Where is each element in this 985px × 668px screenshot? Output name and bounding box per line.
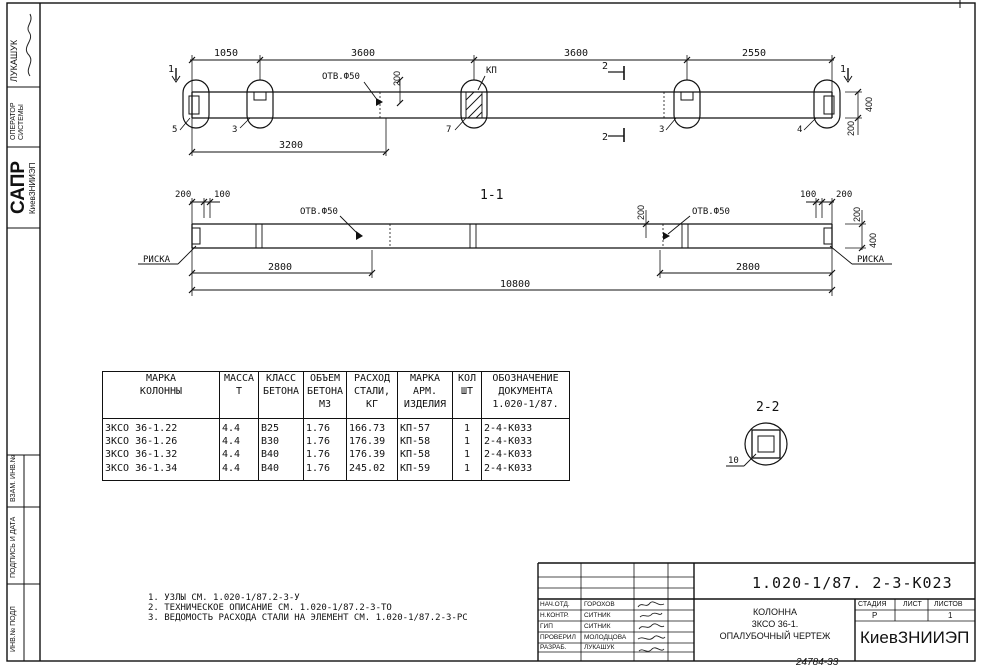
spec-header-mark-text: МАРКА КОЛОННЫ: [139, 373, 183, 397]
spec-cell: 4.4: [220, 449, 259, 462]
stamp-operator-label-text: ОПЕРАТОР СИСТЕМЫ: [10, 102, 25, 140]
name-list: [584, 599, 634, 652]
spec-cell: 176.39: [347, 449, 398, 462]
spec-cell: 176.39: [347, 436, 398, 449]
spec-cell: 1.76: [304, 463, 347, 481]
s11-dim-200-right: 200: [836, 190, 853, 200]
spec-cell: 2-4-К033: [482, 436, 570, 449]
plan-marker-4: 4: [797, 125, 803, 135]
s11-dim-2800-right: 2800: [736, 262, 761, 273]
plan-marker-5: 5: [172, 125, 178, 135]
plan-dim-3200: 3200: [279, 140, 304, 151]
spec-cell: 4.4: [220, 436, 259, 449]
stage-label: СТАДИЯ: [858, 601, 887, 608]
s11-hole-left: ОТВ.Ф50: [300, 207, 338, 217]
spec-header-arm: [398, 372, 453, 419]
spec-cell: 166.73: [347, 419, 398, 437]
spec-cell: В40: [259, 449, 304, 462]
spec-header-volume: [304, 372, 347, 419]
s11-dim-total: 10800: [500, 279, 531, 290]
stamp-sapr-title: САПР: [8, 160, 29, 214]
plan-section-1-right: 1: [840, 64, 847, 75]
person-name: ЛУКАШУК: [584, 644, 615, 651]
notes-list: [148, 593, 468, 623]
role-label: Н.КОНТР.: [540, 612, 569, 619]
spec-cell: В25: [259, 419, 304, 437]
spec-cell: 1: [453, 419, 482, 437]
spec-header-qty: [453, 372, 482, 419]
table-row: [103, 419, 570, 437]
spec-header-doc-text: ОБОЗНАЧЕНИЕ ДОКУМЕНТА 1.020-1/87.: [492, 373, 559, 410]
item-name: [695, 606, 855, 642]
s11-dim-100-left: 100: [214, 190, 231, 200]
s11-hole-right: ОТВ.Ф50: [692, 207, 730, 217]
note-item: 2. ТЕХНИЧЕСКОЕ ОПИСАНИЕ СМ. 1.020-1/87.2-3-ТО: [148, 603, 392, 613]
person-name: ГОРОХОВ: [584, 601, 615, 608]
sheets-label: ЛИСТОВ: [934, 601, 963, 608]
spec-cell: 1: [453, 436, 482, 449]
plan-view: [172, 55, 862, 156]
stage-value: Р: [872, 611, 878, 620]
spec-cell: В40: [259, 463, 304, 481]
spec-cell: КП-57: [398, 419, 453, 437]
s11-dim-200-side: 200: [852, 206, 862, 222]
spec-header-volume-text: ОБЪЕМ БЕТОНА М3: [306, 373, 344, 410]
person-name: СИТНИК: [584, 612, 611, 619]
sheet-frame: [7, 0, 975, 661]
spec-table: [102, 371, 570, 481]
spec-header-mass-text: МАССА Т: [223, 373, 255, 397]
spec-table-header-row: [103, 372, 570, 419]
spec-cell: 4.4: [220, 463, 259, 481]
s11-risk-left: РИСКА: [143, 255, 171, 265]
spec-cell: 1.76: [304, 419, 347, 437]
plan-kp-label: КП: [486, 66, 497, 76]
role-label: ГИП: [540, 623, 553, 630]
spec-header-qty-text: КОЛ ШТ: [457, 373, 477, 397]
plan-dim-2550: 2550: [742, 48, 767, 59]
spec-header-doc: [482, 372, 570, 419]
spec-cell: 245.02: [347, 463, 398, 481]
spec-cell: 2-4-К033: [482, 463, 570, 481]
spec-cell: 4.4: [220, 419, 259, 437]
s11-risk-right: РИСКА: [857, 255, 885, 265]
spec-cell: 3КСО 36-1.26: [103, 436, 220, 449]
plan-marker-3a: 3: [232, 125, 238, 135]
spec-cell: 1.76: [304, 449, 347, 462]
spec-cell: 1: [453, 463, 482, 481]
spec-cell: 2-4-К033: [482, 419, 570, 437]
role-label: РАЗРАБ.: [540, 644, 567, 651]
plan-marker-3b: 3: [659, 125, 665, 135]
section-1-1-title: 1-1: [480, 188, 504, 203]
note-item: 1. УЗЛЫ СМ. 1.020-1/87.2-3-У: [148, 593, 300, 603]
spec-cell: 3КСО 36-1.34: [103, 463, 220, 481]
s11-dim-100-right: 100: [800, 190, 817, 200]
item-name-line-1: КОЛОННА: [753, 607, 797, 617]
person-name: МОЛОДЦОВА: [584, 634, 627, 641]
plan-dim-200-b: 200: [846, 120, 856, 136]
spec-header-steel: [347, 372, 398, 419]
plan-section-2-bottom: 2: [602, 132, 609, 143]
plan-dim-200-a: 200: [392, 70, 402, 86]
org-name: КиевЗНИИЭП: [860, 628, 970, 647]
note-item: 3. ВЕДОМОСТЬ РАСХОДА СТАЛИ НА ЭЛЕМЕНТ СМ. 1.020-1/87.2-3-РС: [148, 613, 468, 623]
stamp-sapr-org: КиевЗНИИЭП: [28, 162, 37, 214]
spec-cell: 3КСО 36-1.32: [103, 449, 220, 462]
spec-cell: В30: [259, 436, 304, 449]
stamp-operator-name: ЛУКАШУК: [9, 39, 19, 82]
plan-section-2-top: 2: [602, 61, 609, 72]
sheets-value: 1: [948, 611, 953, 620]
sheet-label: ЛИСТ: [903, 601, 922, 608]
plan-dim-400: 400: [864, 96, 874, 112]
spec-header-mass: [220, 372, 259, 419]
spec-cell: КП-58: [398, 436, 453, 449]
item-name-line-2: 3КСО 36-1.: [751, 619, 799, 629]
stamp-side-label-inv: ИНВ.№ ПОДЛ: [10, 606, 17, 652]
spec-header-class-text: КЛАСС БЕТОНА: [262, 373, 300, 397]
s11-dim-200-mid: 200: [636, 204, 646, 220]
spec-cell: КП-58: [398, 449, 453, 462]
spec-cell: 3КСО 36-1.22: [103, 419, 220, 437]
person-name: СИТНИК: [584, 623, 611, 630]
s11-dim-2800-left: 2800: [268, 262, 293, 273]
table-row: [103, 449, 570, 462]
item-name-line-3: ОПАЛУБОЧНЫЙ ЧЕРТЕЖ: [719, 631, 831, 641]
section-2-2-marker: 10: [728, 456, 739, 466]
spec-cell: КП-59: [398, 463, 453, 481]
role-label: НАЧ.ОТД.: [540, 601, 570, 608]
section-2-2-title: 2-2: [756, 400, 780, 415]
stamp-side-label-sign: ПОДПИСЬ И ДАТА: [10, 516, 17, 578]
stamp-operator-label: [10, 102, 26, 140]
spec-header-class: [259, 372, 304, 419]
role-list: [540, 599, 582, 652]
s11-dim-200-left: 200: [175, 190, 192, 200]
spec-cell: 2-4-К033: [482, 449, 570, 462]
spec-header-mark: [103, 372, 220, 419]
stamp-side-label-vzam: ВЗАМ. ИНВ.№: [10, 454, 17, 502]
plan-hole-label: ОТВ.Ф50: [322, 72, 360, 82]
table-row: [103, 436, 570, 449]
signatures: [634, 599, 668, 661]
operator-signature: [22, 10, 38, 80]
spec-cell: 1: [453, 449, 482, 462]
plan-dim-1050: 1050: [214, 48, 239, 59]
footer-number: 24784-33: [796, 657, 839, 668]
plan-dim-3600-a: 3600: [351, 48, 376, 59]
spec-header-arm-text: МАРКА АРМ. ИЗДЕЛИЯ: [403, 373, 447, 410]
s11-dim-400: 400: [868, 232, 878, 248]
table-row: [103, 463, 570, 481]
plan-marker-7: 7: [446, 125, 452, 135]
spec-cell: 1.76: [304, 436, 347, 449]
plan-section-1-left: 1: [168, 64, 175, 75]
spec-header-steel-text: РАСХОД СТАЛИ, КГ: [353, 373, 391, 410]
doc-code: 1.020-1/87. 2-3-К023: [752, 574, 953, 592]
plan-dim-3600-b: 3600: [564, 48, 589, 59]
role-label: ПРОВЕРИЛ: [540, 634, 576, 641]
